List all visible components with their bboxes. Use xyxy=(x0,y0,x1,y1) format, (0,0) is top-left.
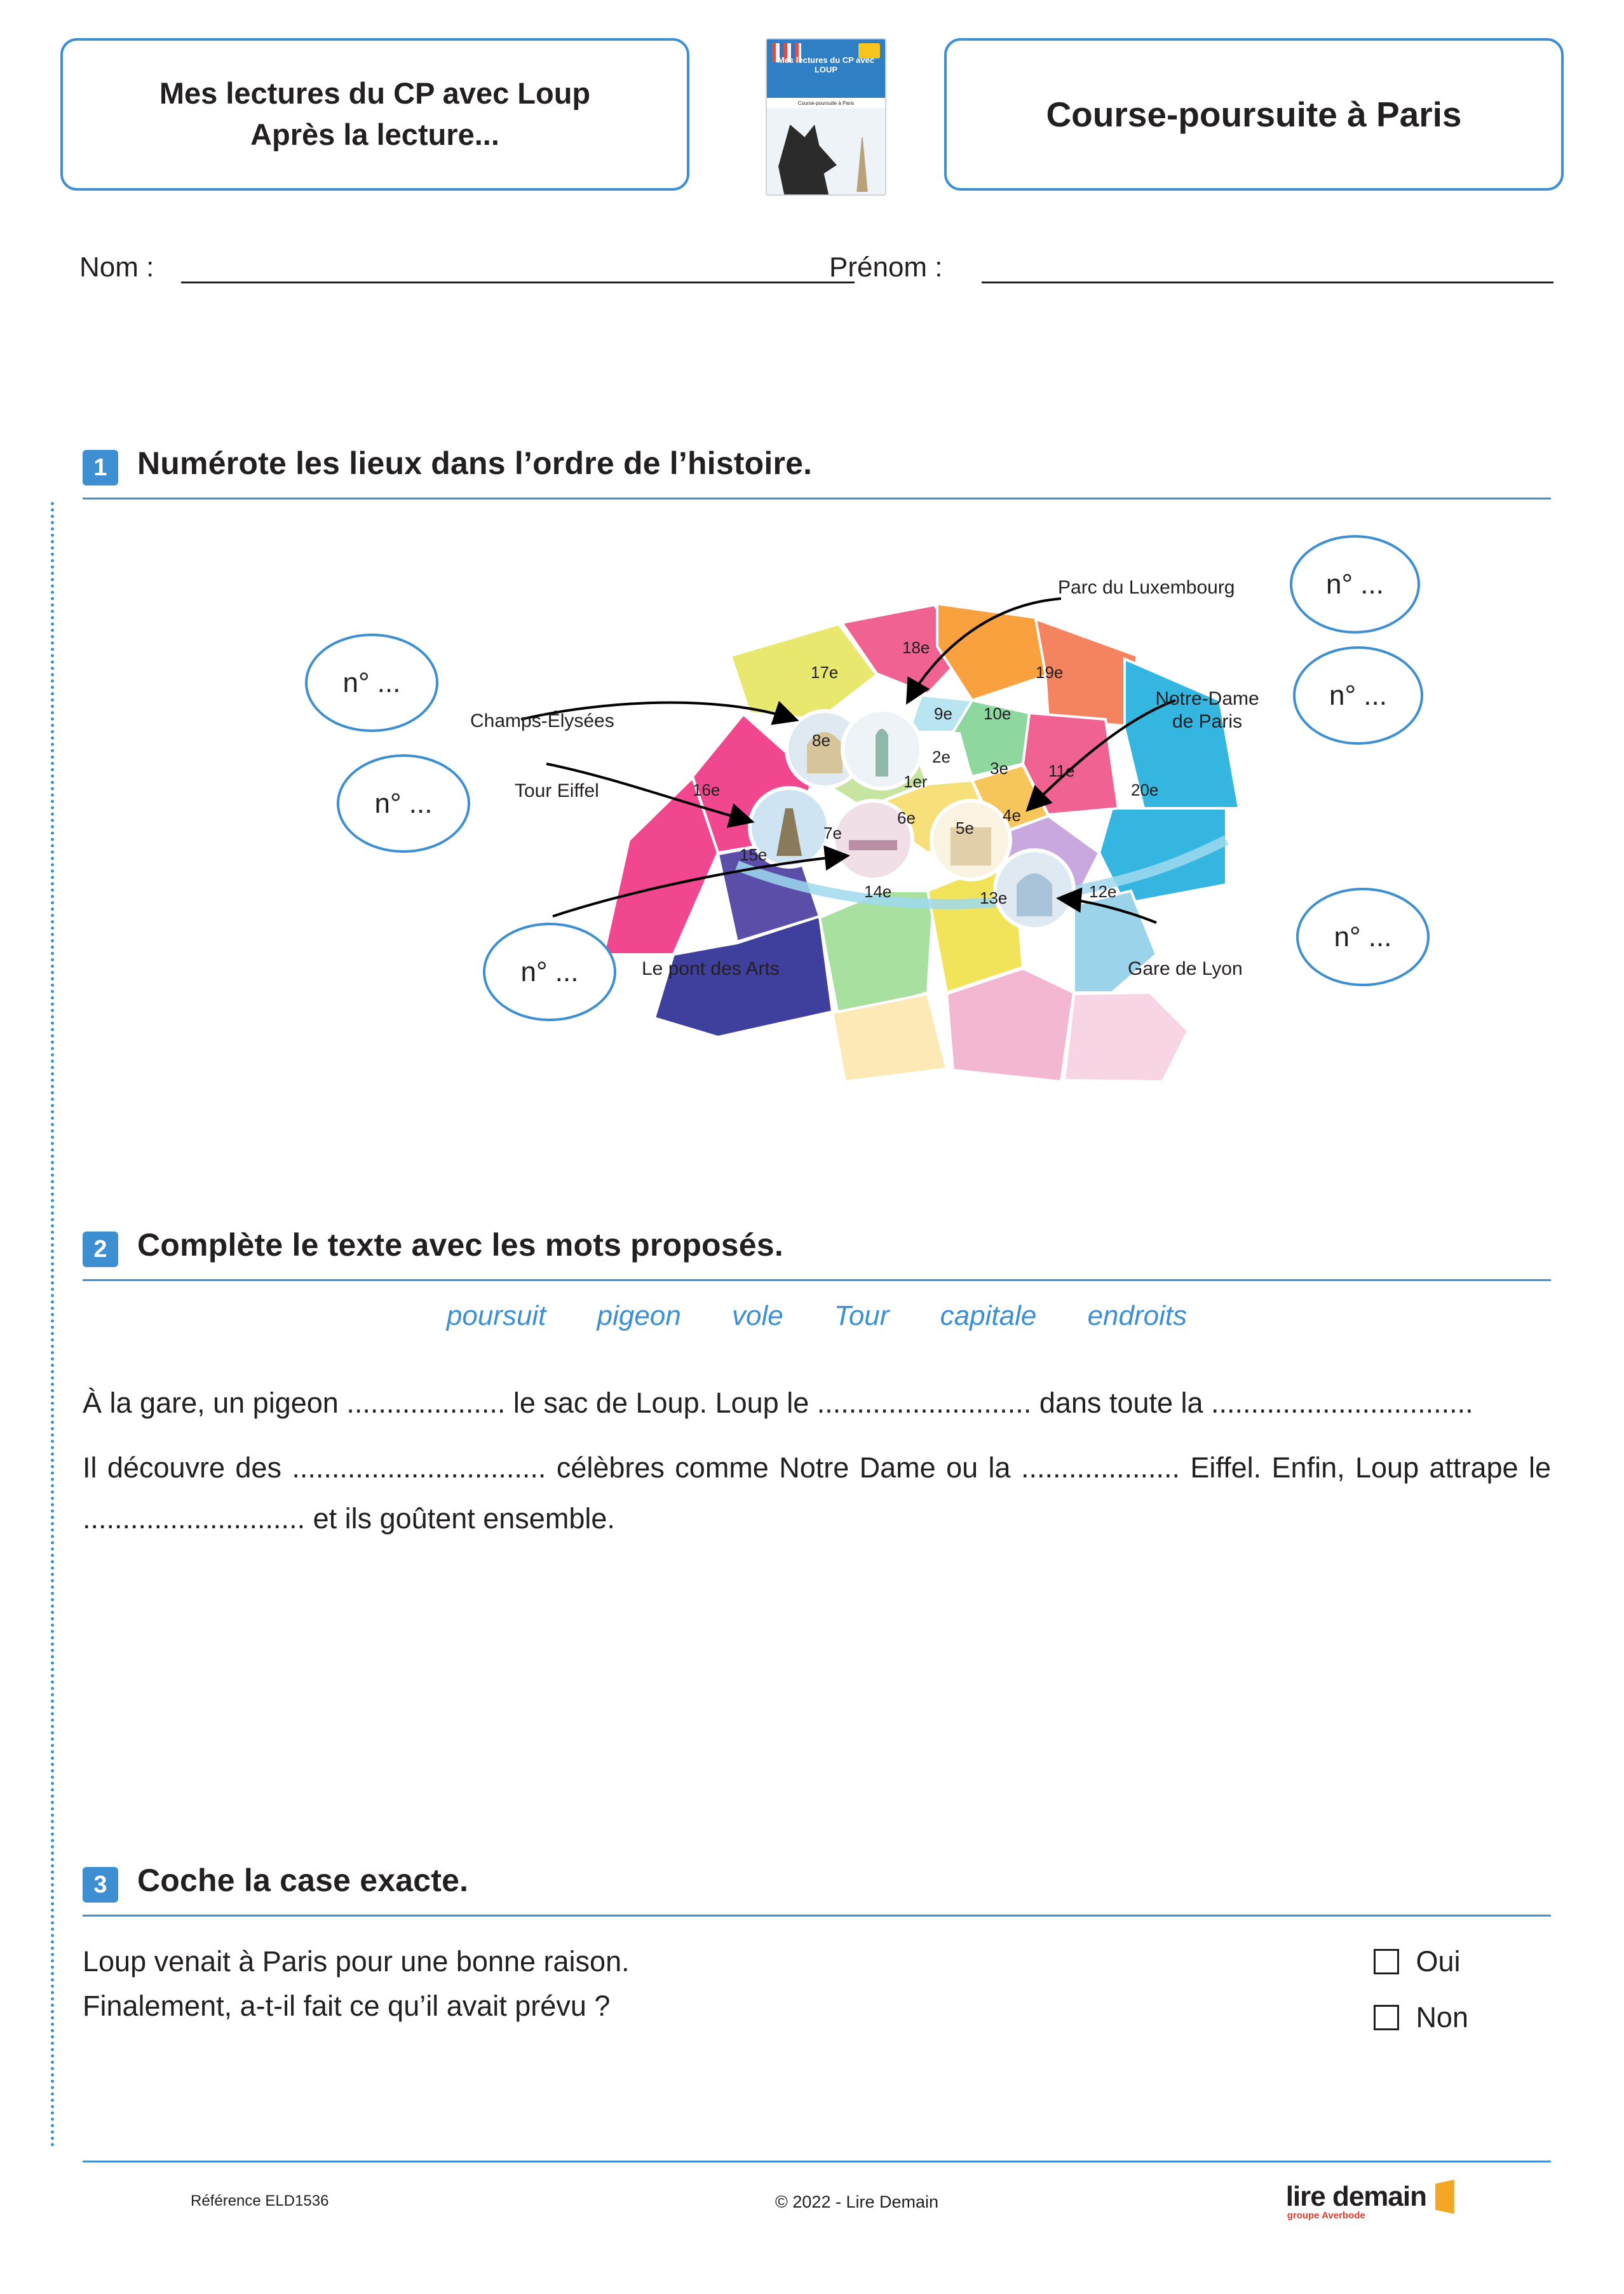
publisher-logo-sub: groupe Averbode xyxy=(1287,2210,1365,2221)
answer-bubble-pont-des-arts[interactable]: n° ... xyxy=(483,923,616,1021)
eiffel-tower-icon xyxy=(849,137,875,192)
svg-text:7e: 7e xyxy=(823,824,842,843)
p2-blank-1[interactable]: ................................ xyxy=(292,1451,546,1484)
worksheet-title-box xyxy=(944,38,1564,191)
answer-bubble-parc-du-luxembourg[interactable]: n° ... xyxy=(1290,535,1420,634)
svg-text:4e: 4e xyxy=(1003,806,1021,825)
p1-part-a: À la gare, un pigeon xyxy=(83,1387,347,1419)
map-label-pont-des-arts: Le pont des Arts xyxy=(642,958,780,979)
map-label-notre-dame xyxy=(1134,688,1280,733)
exercise-3-header xyxy=(83,1862,1551,1920)
question-3-line-1: Loup venait à Paris pour une bonne raison. xyxy=(83,1945,630,1978)
notre-dame-line-2: de Paris xyxy=(1172,711,1243,732)
page-header xyxy=(60,38,1564,194)
identity-row xyxy=(79,248,1551,292)
worksheet-title: Course-poursuite à Paris xyxy=(1046,95,1462,134)
map-label-tour-eiffel: Tour Eiffel xyxy=(515,780,599,801)
svg-text:17e: 17e xyxy=(811,663,839,682)
p2-blank-2[interactable]: .................... xyxy=(1020,1451,1181,1484)
svg-text:8e: 8e xyxy=(812,731,830,750)
svg-text:2e: 2e xyxy=(932,747,951,766)
svg-text:16e: 16e xyxy=(693,780,721,799)
p1-part-c: dans toute la xyxy=(1031,1387,1212,1419)
series-line-1: Mes lectures du CP avec Loup xyxy=(159,76,591,111)
choice-non-label: Non xyxy=(1416,2000,1468,2033)
paragraph-2 xyxy=(83,1442,1551,1544)
paris-map-exercise xyxy=(83,510,1551,1209)
svg-text:6e: 6e xyxy=(897,808,916,827)
svg-text:12e: 12e xyxy=(1089,882,1117,901)
wolf-icon xyxy=(778,125,837,194)
svg-text:18e: 18e xyxy=(902,638,930,657)
answer-bubble-notre-dame[interactable]: n° ... xyxy=(1293,646,1423,745)
paragraph-1 xyxy=(83,1378,1551,1429)
exercise-3-title: Coche la case exacte. xyxy=(137,1863,469,1898)
book-cover-art xyxy=(767,108,885,194)
word-bank-item[interactable]: Tour xyxy=(834,1300,890,1331)
footer-divider xyxy=(83,2161,1551,2162)
svg-text:3e: 3e xyxy=(990,759,1008,778)
worksheet-series-title xyxy=(159,73,590,156)
checkbox-non-icon[interactable] xyxy=(1374,2005,1399,2030)
question-3-line-2: Finalement, a-t-il fait ce qu’il avait prévu ? xyxy=(83,1989,611,2022)
map-label-parc-du-luxembourg: Parc du Luxembourg xyxy=(1058,577,1235,598)
svg-text:15e: 15e xyxy=(740,845,768,864)
exercise-1-title: Numérote les lieux dans l’ordre de l’histoire. xyxy=(137,445,813,481)
word-bank-item[interactable]: poursuit xyxy=(446,1300,546,1331)
page-footer xyxy=(83,2180,1551,2256)
prenom-label: Prénom : xyxy=(829,252,943,283)
p1-part-b: le sac de Loup. Loup le xyxy=(505,1387,817,1419)
question-3-statement xyxy=(83,1939,630,2028)
p1-blank-2[interactable]: ........................... xyxy=(816,1387,1032,1419)
word-bank-item[interactable]: pigeon xyxy=(597,1300,681,1331)
choice-oui[interactable] xyxy=(1374,1939,1468,1984)
p1-blank-3[interactable]: ................................. xyxy=(1211,1387,1473,1419)
footer-reference: Référence ELD1536 xyxy=(191,2192,329,2209)
publisher-logo-text: lire demain xyxy=(1285,2181,1426,2212)
map-label-gare-de-lyon: Gare de Lyon xyxy=(1128,958,1243,979)
question-3-body xyxy=(83,1939,1551,2067)
choice-oui-label: Oui xyxy=(1416,1945,1461,1978)
answer-bubble-tour-eiffel[interactable]: n° ... xyxy=(337,754,470,853)
svg-text:5e: 5e xyxy=(956,818,974,838)
exercise-3-rule xyxy=(83,1915,1551,1917)
exercise-3-number: 3 xyxy=(83,1867,118,1903)
publisher-logo xyxy=(1285,2180,1475,2221)
svg-text:19e: 19e xyxy=(1036,663,1064,682)
exercise-2 xyxy=(83,1226,1551,1558)
svg-text:10e: 10e xyxy=(984,704,1012,723)
svg-text:11e: 11e xyxy=(1048,761,1075,780)
question-3-choices xyxy=(1374,1939,1468,2051)
choice-non[interactable] xyxy=(1374,1995,1468,2040)
p2-part-d: et ils goûtent ensemble. xyxy=(305,1502,615,1535)
p2-part-a: Il découvre des xyxy=(83,1451,292,1484)
series-line-2: Après la lecture... xyxy=(250,118,499,151)
book-cover-subtitle: Course-poursuite à Paris xyxy=(797,100,855,106)
exercise-1-rule xyxy=(83,498,1551,499)
answer-bubble-champs-elysees[interactable]: n° ... xyxy=(305,634,438,732)
notre-dame-line-1: Notre-Dame xyxy=(1155,688,1259,709)
svg-text:1er: 1er xyxy=(903,772,928,791)
word-bank-item[interactable]: capitale xyxy=(940,1300,1037,1331)
word-bank-item[interactable]: endroits xyxy=(1087,1300,1188,1331)
word-bank xyxy=(83,1300,1551,1351)
p1-blank-1[interactable]: .................... xyxy=(346,1387,506,1419)
svg-text:13e: 13e xyxy=(980,888,1008,907)
p2-part-c: Eiffel. Enfin, Loup attrape le xyxy=(1180,1451,1552,1484)
open-book-icon xyxy=(1435,2180,1475,2214)
p2-part-b: célèbres comme Notre Dame ou la xyxy=(546,1451,1021,1484)
exercise-1-number: 1 xyxy=(83,450,118,485)
svg-text:14e: 14e xyxy=(864,882,892,901)
decorative-dotted-margin xyxy=(51,502,54,2148)
prenom-input-line[interactable] xyxy=(982,282,1553,283)
svg-text:9e: 9e xyxy=(934,704,952,723)
exercise-1 xyxy=(83,445,1551,1209)
nom-input-line[interactable] xyxy=(181,282,855,283)
exercise-2-rule xyxy=(83,1279,1551,1281)
worksheet-series-box xyxy=(60,38,689,191)
exercise-1-header xyxy=(83,445,1551,503)
checkbox-oui-icon[interactable] xyxy=(1374,1949,1399,1974)
svg-text:20e: 20e xyxy=(1131,780,1159,799)
word-bank-item[interactable]: vole xyxy=(732,1300,783,1331)
map-label-champs-elysees: Champs-Élysées xyxy=(470,710,614,731)
exercise-2-number: 2 xyxy=(83,1232,118,1267)
book-cover-series: Mes lectures du CP avec LOUP xyxy=(777,55,875,74)
exercise-2-header xyxy=(83,1226,1551,1285)
p2-blank-3[interactable]: ............................ xyxy=(83,1502,306,1535)
answer-bubble-gare-de-lyon[interactable]: n° ... xyxy=(1296,888,1430,986)
nom-label: Nom : xyxy=(79,252,154,283)
exercise-3 xyxy=(83,1862,1551,2067)
exercise-2-title: Complète le texte avec les mots proposés. xyxy=(137,1227,783,1263)
fill-in-the-blank-text xyxy=(83,1378,1551,1544)
footer-copyright: © 2022 - Lire Demain xyxy=(775,2192,939,2211)
book-cover-image xyxy=(766,38,886,196)
